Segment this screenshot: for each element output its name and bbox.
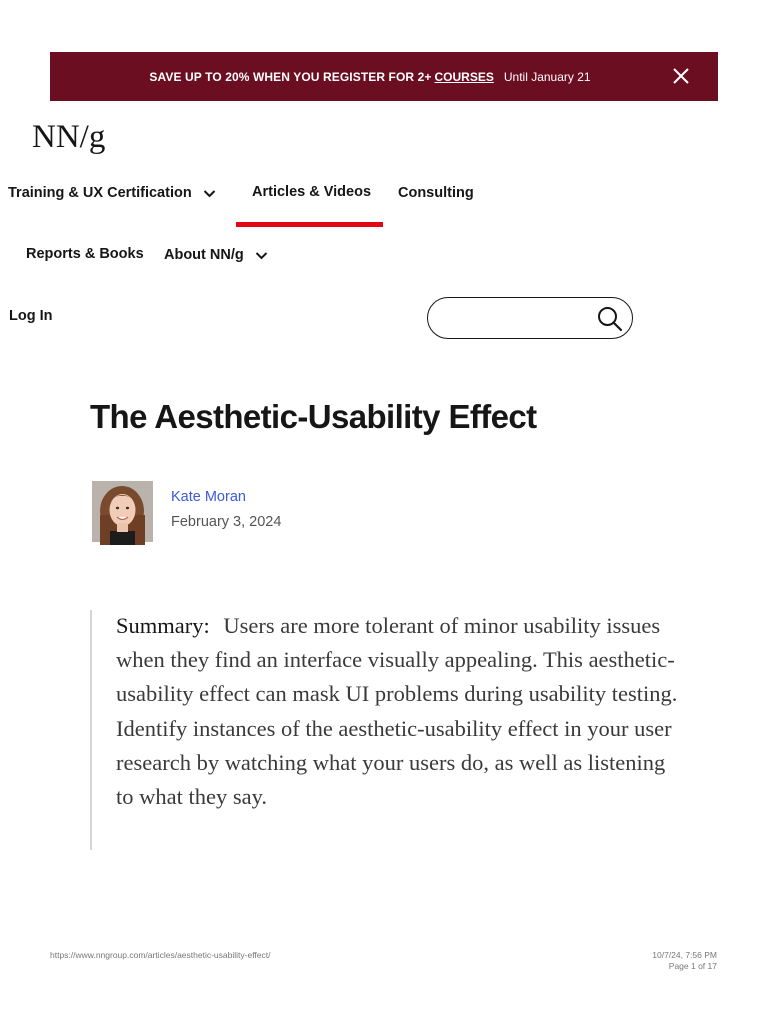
search-icon[interactable] <box>596 305 624 333</box>
summary-label: Summary: <box>116 613 210 638</box>
nav-item-training-label: Training & UX Certification <box>8 185 192 201</box>
chevron-down-icon <box>255 251 268 260</box>
promo-courses-link[interactable]: COURSES <box>434 69 494 84</box>
nav-item-about[interactable] <box>164 247 268 263</box>
nav-item-articles-videos[interactable] <box>252 184 371 200</box>
active-nav-indicator <box>236 222 383 227</box>
article-title: The Aesthetic-Usability Effect <box>90 398 537 435</box>
search-box[interactable] <box>427 297 633 339</box>
close-icon[interactable] <box>672 67 690 85</box>
nav-item-reports-books-label: Reports & Books <box>26 246 144 262</box>
nav-item-reports-books[interactable] <box>26 246 144 268</box>
publish-date: February 3, 2024 <box>171 514 282 530</box>
summary-divider <box>90 610 92 850</box>
author-avatar[interactable] <box>92 481 153 542</box>
nav-item-articles-videos-label: Articles & Videos <box>252 184 372 200</box>
nav-item-consulting-label: Consulting <box>398 185 474 201</box>
search-input[interactable] <box>442 306 596 332</box>
print-footer-timestamp: 10/7/24, 7:56 PM <box>652 950 717 960</box>
nav-item-login[interactable] <box>9 308 68 330</box>
print-footer-url: https://www.nngroup.com/articles/aesthetic-usability-effect/ <box>50 950 271 960</box>
promo-banner <box>50 52 718 101</box>
nav-item-training[interactable] <box>8 185 228 207</box>
author-photo <box>92 481 153 542</box>
promo-banner-text: SAVE UP TO 20% WHEN YOU REGISTER FOR 2+ <box>149 69 432 84</box>
nav-item-about-label: About NN/g <box>164 247 244 263</box>
nav-item-login-label: Log In <box>9 308 53 324</box>
chevron-down-icon <box>203 189 216 198</box>
print-footer-meta <box>560 950 717 972</box>
article-summary <box>116 609 686 814</box>
summary-text: Users are more tolerant of minor usability issues when they find an interface visually appealing. This aesthetic-usability effect can mask UI problems during usability testing. Identify instances of the aesthetic-usability effect in your user research by watching what your users do, as well as listening to what they say. <box>116 613 678 810</box>
logo-text: NN/g <box>32 119 106 155</box>
promo-banner-text-row <box>50 52 690 101</box>
print-footer-page: Page 1 of 17 <box>668 961 717 971</box>
logo[interactable] <box>32 115 110 159</box>
promo-date: Until January 21 <box>503 69 591 84</box>
nav-item-consulting[interactable] <box>398 185 474 201</box>
author-name-link[interactable]: Kate Moran <box>171 489 246 505</box>
